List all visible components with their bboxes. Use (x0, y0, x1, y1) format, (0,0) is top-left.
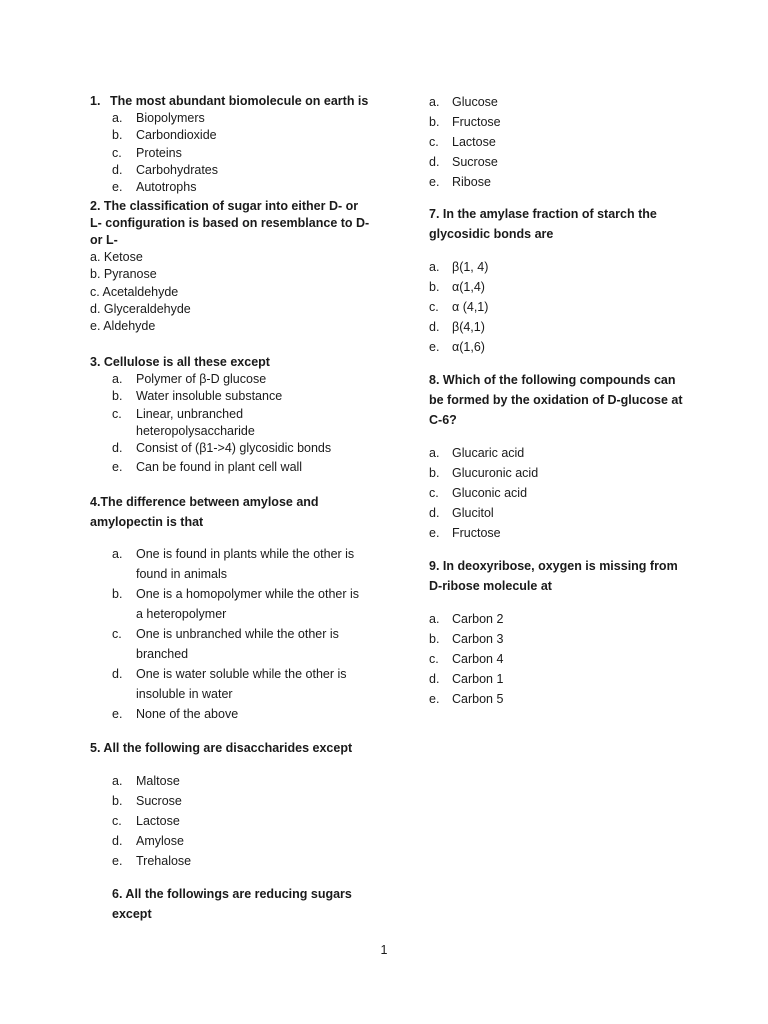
question-2-line-1: 2. The classification of sugar into either D- or (90, 199, 359, 213)
option-5c: c. Lactose (112, 814, 180, 828)
question-7-line-2: glycosidic bonds are (429, 227, 554, 241)
question-3 (90, 354, 380, 477)
question-1-stem (90, 93, 380, 110)
option-5d: d. Amylose (112, 834, 184, 848)
question-6-options (429, 92, 679, 192)
question-1-number: 1. (90, 94, 101, 108)
option-8c: c. Gluconic acid (429, 486, 528, 500)
option-5e: e. Trehalose (112, 854, 192, 868)
question-4-line-1: 4.The difference between amylose and (90, 495, 319, 509)
option-3c: c. Linear, unbranched heteropolysaccharide (112, 406, 255, 438)
question-4-line-2: amylopectin is that (90, 515, 204, 529)
question-2 (90, 198, 380, 335)
question-8-line-1: 8. Which of the following compounds can (429, 373, 676, 387)
option-9d: d. Carbon 1 (429, 672, 504, 686)
question-7 (429, 204, 719, 357)
question-2-line-3: or L- (90, 233, 118, 247)
option-9e: e. Carbon 5 (429, 692, 504, 706)
option-8d: d. Glucitol (429, 506, 494, 520)
question-8-line-2: be formed by the oxidation of D-glucose at (429, 393, 683, 407)
question-1-options (90, 110, 380, 196)
option-9c: c. Carbon 4 (429, 652, 504, 666)
option-2b: b. Pyranose (90, 267, 157, 282)
option-1a: a. Biopolymers (112, 111, 205, 125)
option-2a: a. Ketose (90, 250, 143, 264)
question-8-line-3: C-6? (429, 413, 457, 427)
question-6-line-2: except (112, 907, 152, 921)
option-3a: a. Polymer of β-D glucose (112, 372, 267, 386)
question-4-options (90, 544, 360, 724)
question-2-line-2: L- configuration is based on resemblance to D- (90, 216, 370, 230)
option-6d: d. Sucrose (429, 155, 498, 169)
option-7b: b. α(1,4) (429, 280, 485, 294)
option-8a: a. Glucaric acid (429, 446, 525, 460)
option-1b: b. Carbondioxide (112, 128, 217, 143)
option-7e: e. α(1,6) (429, 340, 485, 354)
question-9-line-2: D-ribose molecule at (429, 579, 552, 593)
option-6e: e. Ribose (429, 175, 491, 189)
option-1e: e. Autotrophs (112, 180, 197, 195)
question-9-line-1: 9. In deoxyribose, oxygen is missing from (429, 559, 678, 573)
question-7-line-1: 7. In the amylase fraction of starch the (429, 207, 657, 221)
option-1c: c. Proteins (112, 145, 182, 160)
question-1 (90, 93, 380, 196)
option-4c: c. One is unbranched while the other is branched (112, 627, 339, 661)
option-4a: a. One is found in plants while the other is found in animals (112, 547, 355, 581)
question-3-options (90, 371, 380, 477)
option-2e: e. Aldehyde (90, 319, 156, 334)
question-7-options (429, 257, 719, 357)
question-8-options (429, 443, 719, 543)
question-4 (90, 492, 380, 724)
option-3d: d. Consist of (β1->4) glycosidic bonds (112, 441, 332, 456)
question-6 (112, 884, 380, 924)
option-4d: d. One is water soluble while the other is insoluble in water (112, 667, 347, 701)
option-5b: b. Sucrose (112, 794, 182, 808)
question-1-text: The most abundant biomolecule on earth is (110, 94, 369, 108)
option-2c: c. Acetaldehyde (90, 284, 179, 299)
option-1d: d. Carbohydrates (112, 162, 218, 177)
question-9 (429, 556, 719, 709)
question-3-stem: 3. Cellulose is all these except (90, 355, 270, 369)
option-9b: b. Carbon 3 (429, 632, 504, 646)
option-8b: b. Glucuronic acid (429, 466, 539, 480)
option-2d: d. Glyceraldehyde (90, 301, 191, 316)
question-6-line-1: 6. All the followings are reducing sugars (112, 887, 352, 901)
option-7d: d. β(4,1) (429, 320, 485, 334)
option-7a: a. β(1, 4) (429, 260, 489, 274)
option-4e: e. None of the above (112, 707, 239, 721)
option-3b: b. Water insoluble substance (112, 389, 283, 404)
question-5-options (90, 771, 380, 871)
option-9a: a. Carbon 2 (429, 612, 504, 626)
option-4b: b. One is a homopolymer while the other is a heteropolymer (112, 587, 360, 621)
option-6c: c. Lactose (429, 135, 496, 149)
option-7c: c. α (4,1) (429, 300, 489, 314)
option-3e: e. Can be found in plant cell wall (112, 460, 303, 475)
question-5 (90, 738, 380, 871)
option-6a: a. Glucose (429, 95, 498, 109)
page-number: 1 (380, 943, 388, 957)
option-5a: a. Maltose (112, 774, 180, 788)
option-6b: b. Fructose (429, 115, 501, 129)
question-8 (429, 370, 719, 543)
question-5-stem: 5. All the following are disaccharides except (90, 741, 353, 755)
question-9-options (429, 609, 719, 709)
option-8e: e. Fructose (429, 526, 501, 540)
